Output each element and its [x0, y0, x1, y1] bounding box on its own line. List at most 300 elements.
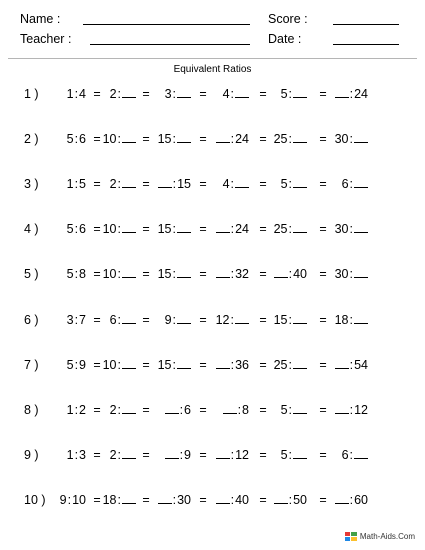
teacher-label: Teacher :	[20, 32, 72, 46]
score-field[interactable]	[333, 24, 399, 25]
answer-blank[interactable]	[122, 313, 136, 324]
equals-sign: =	[142, 492, 150, 507]
worksheet-title: Equivalent Ratios	[173, 64, 252, 75]
equivalent-ratio	[90, 448, 136, 462]
equivalent-ratio	[145, 267, 191, 281]
footer-brand	[345, 532, 415, 541]
equivalent-ratio	[145, 403, 191, 417]
answer-blank[interactable]	[274, 267, 288, 278]
equals-sign: =	[199, 447, 207, 462]
equivalent-ratio	[261, 177, 307, 191]
equals-sign: =	[142, 402, 150, 417]
ratio-colon: :	[179, 402, 184, 417]
ratio-colon: :	[117, 492, 121, 507]
answer-blank[interactable]	[122, 493, 136, 504]
ratio-consequent: 36	[235, 357, 249, 372]
ratio-colon: :	[74, 177, 79, 192]
ratio-consequent: 50	[293, 492, 307, 507]
ratio-colon: :	[74, 87, 79, 101]
equivalent-ratio	[203, 448, 249, 462]
equivalent-ratio	[145, 448, 191, 462]
answer-blank[interactable]	[335, 358, 349, 369]
ratio-colon: :	[117, 447, 121, 462]
given-ratio	[52, 493, 86, 507]
ratio-colon: :	[230, 492, 235, 507]
ratio-colon: :	[349, 357, 354, 372]
ratio-antecedent: 3	[164, 87, 172, 101]
ratio-antecedent: 25	[273, 132, 288, 147]
ratio-colon: :	[117, 177, 121, 192]
name-label: Name :	[20, 12, 61, 26]
ratio-colon: :	[172, 492, 177, 507]
equivalent-ratio	[203, 177, 249, 191]
ratio-colon: :	[172, 87, 176, 101]
ratio-antecedent: 4	[222, 87, 230, 101]
problem-number: 3 )	[24, 177, 39, 192]
score-label: Score :	[268, 12, 308, 26]
equivalent-ratio	[261, 222, 307, 236]
equivalent-ratio	[322, 448, 368, 462]
ratio-consequent: 12	[235, 447, 249, 462]
ratio-colon: :	[172, 222, 176, 237]
ratio-colon: :	[117, 87, 121, 101]
equals-sign: =	[259, 402, 267, 417]
ratio-antecedent: 18	[334, 312, 349, 327]
equals-sign: =	[259, 312, 267, 327]
ratio-consequent: 2	[79, 402, 86, 417]
equals-sign: =	[142, 447, 150, 462]
ratio-antecedent: 30	[334, 222, 349, 237]
ratio-colon: :	[230, 87, 234, 101]
ratio-colon: :	[230, 267, 235, 282]
problem-number: 9 )	[24, 447, 39, 462]
ratio-antecedent: 15	[157, 132, 172, 147]
ratio-consequent: 8	[79, 267, 86, 282]
ratio-colon: :	[349, 267, 353, 282]
ratio-colon: :	[349, 132, 353, 147]
ratio-antecedent: 2	[109, 402, 117, 417]
ratio-antecedent: 25	[273, 357, 288, 372]
answer-blank[interactable]	[335, 403, 349, 414]
equals-sign: =	[93, 177, 101, 192]
equals-sign: =	[199, 492, 207, 507]
ratio-consequent: 9	[79, 357, 86, 372]
answer-blank[interactable]	[177, 87, 191, 98]
logo-square	[351, 537, 357, 541]
answer-blank[interactable]	[235, 87, 249, 98]
equivalent-ratio	[145, 493, 191, 507]
ratio-colon: :	[117, 312, 121, 327]
equals-sign: =	[319, 267, 327, 282]
equivalent-ratio	[261, 132, 307, 146]
problem-row	[0, 177, 425, 195]
answer-blank[interactable]	[354, 222, 368, 233]
equals-sign: =	[199, 402, 207, 417]
ratio-consequent: 4	[79, 87, 86, 101]
ratio-antecedent: 1	[66, 87, 74, 101]
equals-sign: =	[319, 447, 327, 462]
equivalent-ratio	[322, 267, 368, 281]
header-divider	[8, 58, 417, 59]
equals-sign: =	[259, 447, 267, 462]
ratio-colon: :	[288, 447, 292, 462]
problem-row	[0, 87, 425, 105]
problem-number: 5 )	[24, 267, 39, 282]
name-field[interactable]	[83, 24, 250, 25]
ratio-antecedent: 12	[215, 312, 230, 327]
ratio-consequent: 60	[354, 492, 368, 507]
answer-blank[interactable]	[293, 132, 307, 143]
ratio-antecedent: 5	[66, 357, 74, 372]
ratio-antecedent: 3	[66, 312, 74, 327]
equivalent-ratio	[322, 493, 368, 507]
ratio-consequent: 9	[184, 447, 191, 462]
ratio-colon: :	[349, 447, 353, 462]
problem-number: 8 )	[24, 402, 39, 417]
problem-number: 2 )	[24, 132, 39, 147]
equivalent-ratio	[90, 132, 136, 146]
problem-row	[0, 267, 425, 285]
ratio-antecedent: 5	[66, 132, 74, 147]
answer-blank[interactable]	[293, 87, 307, 98]
ratio-colon: :	[172, 132, 176, 147]
equals-sign: =	[93, 132, 101, 147]
ratio-antecedent: 10	[102, 222, 117, 237]
ratio-antecedent: 10	[102, 132, 117, 147]
brand-text: Math-Aids.Com	[359, 532, 415, 541]
ratio-colon: :	[179, 447, 184, 462]
equivalent-ratio	[261, 313, 307, 327]
ratio-antecedent: 4	[222, 177, 230, 192]
equivalent-ratio	[145, 358, 191, 372]
equivalent-ratio	[90, 177, 136, 191]
equivalent-ratio	[90, 222, 136, 236]
ratio-antecedent: 1	[66, 402, 74, 417]
equals-sign: =	[199, 312, 207, 327]
equals-sign: =	[142, 132, 150, 147]
date-label: Date :	[268, 32, 302, 46]
ratio-consequent: 24	[354, 87, 368, 101]
problem-number: 4 )	[24, 222, 39, 237]
teacher-field[interactable]	[90, 44, 250, 45]
equals-sign: =	[199, 222, 207, 237]
ratio-antecedent: 5	[280, 447, 288, 462]
ratio-colon: :	[230, 447, 235, 462]
equivalent-ratio	[261, 403, 307, 417]
ratio-colon: :	[74, 447, 79, 462]
ratio-antecedent: 15	[273, 312, 288, 327]
ratio-colon: :	[288, 267, 293, 282]
equivalent-ratio	[145, 87, 191, 101]
ratio-antecedent: 15	[157, 357, 172, 372]
logo-square	[345, 537, 351, 541]
equals-sign: =	[319, 87, 327, 101]
ratio-antecedent: 30	[334, 267, 349, 282]
problem-row	[0, 313, 425, 331]
equivalent-ratio	[90, 267, 136, 281]
ratio-antecedent: 10	[102, 267, 117, 282]
equals-sign: =	[93, 492, 101, 507]
ratio-consequent: 12	[354, 402, 368, 417]
ratio-consequent: 5	[79, 177, 86, 192]
ratio-antecedent: 5	[280, 177, 288, 192]
equals-sign: =	[199, 357, 207, 372]
answer-blank[interactable]	[354, 132, 368, 143]
equivalent-ratio	[203, 493, 249, 507]
equals-sign: =	[142, 357, 150, 372]
equivalent-ratio	[322, 222, 368, 236]
answer-blank[interactable]	[122, 177, 136, 188]
ratio-colon: :	[288, 222, 292, 237]
equivalent-ratio	[203, 267, 249, 281]
answer-blank[interactable]	[177, 267, 191, 278]
ratio-colon: :	[230, 312, 234, 327]
ratio-colon: :	[349, 222, 353, 237]
answer-blank[interactable]	[216, 222, 230, 233]
equivalent-ratio	[322, 177, 368, 191]
given-ratio	[52, 313, 86, 327]
given-ratio	[52, 87, 86, 101]
equivalent-ratio	[90, 313, 136, 327]
ratio-consequent: 8	[242, 402, 249, 417]
ratio-colon: :	[349, 492, 354, 507]
logo-square	[351, 532, 357, 536]
answer-blank[interactable]	[158, 177, 172, 188]
ratio-colon: :	[288, 312, 292, 327]
answer-blank[interactable]	[235, 313, 249, 324]
equals-sign: =	[93, 87, 101, 101]
answer-blank[interactable]	[335, 493, 349, 504]
given-ratio	[52, 448, 86, 462]
given-ratio	[52, 358, 86, 372]
problem-number: 7 )	[24, 357, 39, 372]
equivalent-ratio	[203, 313, 249, 327]
ratio-colon: :	[74, 357, 79, 372]
ratio-colon: :	[74, 312, 79, 327]
equals-sign: =	[319, 312, 327, 327]
answer-blank[interactable]	[223, 403, 237, 414]
equals-sign: =	[259, 357, 267, 372]
header-row-1	[0, 12, 425, 28]
ratio-colon: :	[117, 267, 121, 282]
answer-blank[interactable]	[354, 448, 368, 459]
answer-blank[interactable]	[122, 267, 136, 278]
answer-blank[interactable]	[177, 222, 191, 233]
ratio-colon: :	[172, 312, 176, 327]
equals-sign: =	[93, 312, 101, 327]
ratio-antecedent: 15	[157, 222, 172, 237]
equivalent-ratio	[261, 87, 307, 101]
ratio-consequent: 40	[293, 267, 307, 282]
answer-blank[interactable]	[354, 313, 368, 324]
ratio-antecedent: 6	[341, 177, 349, 192]
equivalent-ratio	[203, 358, 249, 372]
ratio-consequent: 6	[79, 132, 86, 147]
ratio-colon: :	[230, 357, 235, 372]
ratio-colon: :	[74, 222, 79, 237]
equivalent-ratio	[145, 313, 191, 327]
problem-number: 6 )	[24, 312, 39, 327]
ratio-colon: :	[172, 267, 176, 282]
equals-sign: =	[93, 357, 101, 372]
ratio-antecedent: 5	[66, 222, 74, 237]
equivalent-ratio	[145, 177, 191, 191]
ratio-consequent: 6	[79, 222, 86, 237]
ratio-antecedent: 2	[109, 87, 117, 101]
answer-blank[interactable]	[216, 493, 230, 504]
answer-blank[interactable]	[216, 267, 230, 278]
answer-blank[interactable]	[293, 313, 307, 324]
equals-sign: =	[259, 267, 267, 282]
ratio-colon: :	[349, 87, 354, 101]
equals-sign: =	[319, 402, 327, 417]
ratio-colon: :	[230, 177, 234, 192]
given-ratio	[52, 222, 86, 236]
ratio-antecedent: 5	[66, 267, 74, 282]
answer-blank[interactable]	[122, 403, 136, 414]
equivalent-ratio	[261, 448, 307, 462]
ratio-colon: :	[172, 177, 177, 192]
answer-blank[interactable]	[122, 87, 136, 98]
equals-sign: =	[199, 87, 207, 101]
equivalent-ratio	[145, 132, 191, 146]
answer-blank[interactable]	[158, 493, 172, 504]
ratio-colon: :	[288, 132, 292, 147]
ratio-colon: :	[117, 222, 121, 237]
answer-blank[interactable]	[122, 222, 136, 233]
ratio-colon: :	[349, 177, 353, 192]
equivalent-ratio	[261, 358, 307, 372]
problem-number: 1 )	[24, 87, 39, 101]
ratio-antecedent: 1	[66, 177, 74, 192]
answer-blank[interactable]	[122, 132, 136, 143]
equivalent-ratio	[322, 132, 368, 146]
answer-blank[interactable]	[216, 358, 230, 369]
answer-blank[interactable]	[293, 222, 307, 233]
ratio-consequent: 24	[235, 132, 249, 147]
problem-number: 10 )	[24, 492, 46, 507]
answer-blank[interactable]	[122, 358, 136, 369]
ratio-consequent: 3	[79, 447, 86, 462]
equivalent-ratio	[322, 87, 368, 101]
ratio-colon: :	[288, 402, 292, 417]
equivalent-ratio	[90, 358, 136, 372]
equals-sign: =	[319, 177, 327, 192]
answer-blank[interactable]	[165, 448, 179, 459]
equivalent-ratio	[145, 222, 191, 236]
ratio-antecedent: 9	[59, 492, 67, 507]
date-field[interactable]	[333, 44, 399, 45]
logo-square	[345, 532, 351, 536]
ratio-antecedent: 6	[109, 312, 117, 327]
equals-sign: =	[142, 222, 150, 237]
ratio-colon: :	[230, 222, 235, 237]
ratio-consequent: 10	[72, 492, 86, 507]
equivalent-ratio	[203, 222, 249, 236]
equals-sign: =	[93, 447, 101, 462]
equals-sign: =	[259, 132, 267, 147]
ratio-consequent: 54	[354, 357, 368, 372]
problem-row	[0, 448, 425, 466]
equivalent-ratio	[322, 358, 368, 372]
equals-sign: =	[199, 177, 207, 192]
ratio-colon: :	[230, 132, 235, 147]
problem-row	[0, 132, 425, 150]
equals-sign: =	[199, 267, 207, 282]
equals-sign: =	[259, 177, 267, 192]
ratio-antecedent: 5	[280, 87, 288, 101]
equals-sign: =	[142, 267, 150, 282]
given-ratio	[52, 403, 86, 417]
equals-sign: =	[93, 222, 101, 237]
ratio-colon: :	[349, 402, 354, 417]
equals-sign: =	[259, 222, 267, 237]
equals-sign: =	[319, 132, 327, 147]
answer-blank[interactable]	[293, 358, 307, 369]
ratio-colon: :	[237, 402, 242, 417]
ratio-antecedent: 2	[109, 447, 117, 462]
answer-blank[interactable]	[293, 403, 307, 414]
problem-row	[0, 222, 425, 240]
answer-blank[interactable]	[122, 448, 136, 459]
answer-blank[interactable]	[354, 267, 368, 278]
problem-row	[0, 493, 425, 511]
ratio-colon: :	[349, 312, 353, 327]
ratio-antecedent: 18	[102, 492, 117, 507]
equivalent-ratio	[261, 267, 307, 281]
equals-sign: =	[142, 87, 150, 101]
ratio-antecedent: 10	[102, 357, 117, 372]
equals-sign: =	[142, 312, 150, 327]
ratio-consequent: 24	[235, 222, 249, 237]
problem-row	[0, 358, 425, 376]
ratio-colon: :	[74, 132, 79, 147]
ratio-colon: :	[288, 87, 292, 101]
ratio-consequent: 30	[177, 492, 191, 507]
given-ratio	[52, 177, 86, 191]
ratio-consequent: 7	[79, 312, 86, 327]
ratio-antecedent: 30	[334, 132, 349, 147]
answer-blank[interactable]	[235, 177, 249, 188]
answer-blank[interactable]	[293, 448, 307, 459]
answer-blank[interactable]	[274, 493, 288, 504]
answer-blank[interactable]	[216, 132, 230, 143]
ratio-consequent: 32	[235, 267, 249, 282]
given-ratio	[52, 267, 86, 281]
equivalent-ratio	[203, 403, 249, 417]
equivalent-ratio	[90, 403, 136, 417]
equals-sign: =	[142, 177, 150, 192]
answer-blank[interactable]	[177, 313, 191, 324]
answer-blank[interactable]	[293, 177, 307, 188]
answer-blank[interactable]	[177, 358, 191, 369]
ratio-colon: :	[67, 492, 72, 507]
equals-sign: =	[93, 402, 101, 417]
equivalent-ratio	[203, 132, 249, 146]
ratio-colon: :	[288, 177, 292, 192]
ratio-colon: :	[288, 492, 293, 507]
ratio-colon: :	[117, 402, 121, 417]
answer-blank[interactable]	[177, 132, 191, 143]
equivalent-ratio	[90, 493, 136, 507]
math-aids-logo-icon	[345, 532, 357, 541]
answer-blank[interactable]	[354, 177, 368, 188]
answer-blank[interactable]	[165, 403, 179, 414]
ratio-antecedent: 15	[157, 267, 172, 282]
ratio-consequent: 6	[184, 402, 191, 417]
answer-blank[interactable]	[335, 87, 349, 98]
answer-blank[interactable]	[216, 448, 230, 459]
